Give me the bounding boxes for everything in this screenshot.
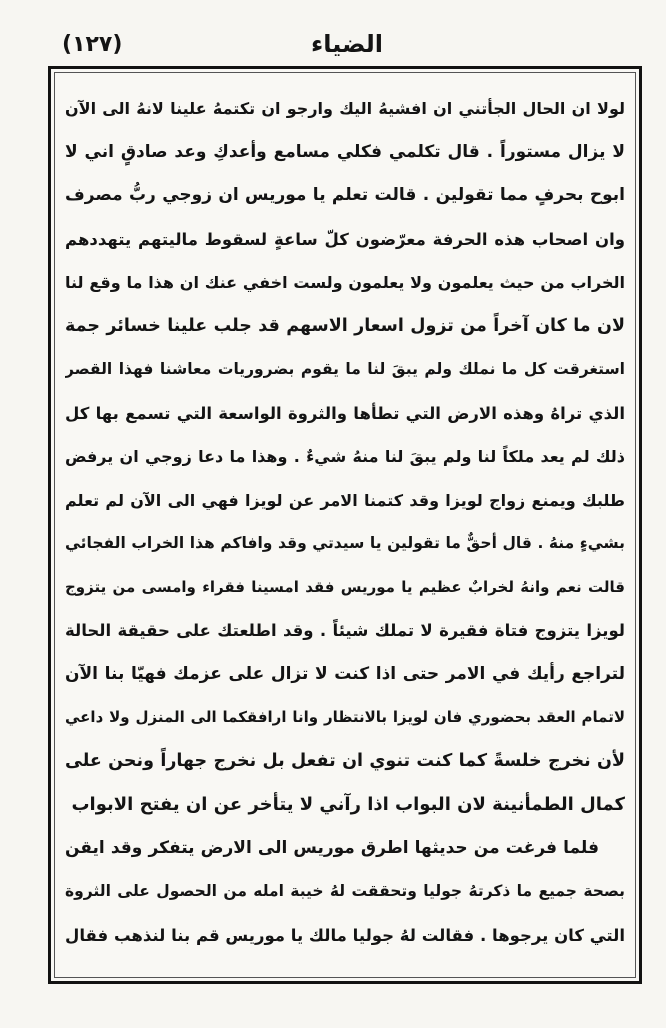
text-line: ابوح بحرفٍ مما تقولين . قالت تعلم يا موريس ان زوجي ربُّ مصرف xyxy=(65,185,625,205)
text-line: لويزا يتزوج فتاة فقيرة لا تملك شيئاً . وقد اطلعتك على حقيقة الحالة xyxy=(65,621,625,640)
running-title: الضياء xyxy=(311,30,383,58)
page-frame xyxy=(48,66,642,984)
text-line: وان اصحاب هذه الحرفة معرّضون كلّ ساعةٍ لسقوط ماليتهم يتهددهم xyxy=(65,229,625,249)
text-line: ذلك لم يعد ملكاً لنا ولم يبقَ لنا منهُ شيءٌ . وهذا ما دعا زوجي ان يرفض xyxy=(65,447,625,466)
text-line: لاتمام العقد بحضوري فان لويزا بالانتظار وانا ارافقكما الى المنزل ولا داعي xyxy=(65,708,625,726)
text-line: قالت نعم وانهُ لخرابٌ عظيم يا موريس فقد امسينا فقراء وامسى من يتزوج xyxy=(65,577,625,596)
page-header xyxy=(52,30,642,66)
page-number: (١٢٧) xyxy=(62,32,123,57)
body-text xyxy=(65,87,625,957)
text-line: الخراب من حيث يعلمون ولا يعلمون ولست اخفي عنك ان هذا ما وقع لنا xyxy=(65,273,625,292)
text-line: لان ما كان آخراً من تزول اسعار الاسهم قد جلب علينا خسائر جمة xyxy=(65,315,625,336)
text-line: لا يزال مستوراً . قال تكلمي فكلي مسامع وأعدكِ وعد صادقٍ اني لا xyxy=(65,141,625,162)
text-line: طلبك ويمنع زواج لويزا وقد كتمنا الامر عن لويزا فهي الى الآن لم تعلم xyxy=(65,490,625,510)
text-line: بصحة جميع ما ذكرتهُ جوليا وتحققت لهُ خيبة امله من الحصول على الثروة xyxy=(65,882,625,900)
text-line: فلما فرغت من حديثها اطرق موريس الى الارض يتفكر وقد ايقن xyxy=(65,837,599,858)
text-line: لأن نخرج خلسةً كما كنت تنوي ان تفعل بل نخرج جهاراً ونحن على xyxy=(65,750,625,771)
text-line: كمال الطمأنينة لان البواب اذا رآني لا يتأخر عن ان يفتح الابواب xyxy=(71,794,625,815)
text-line: بشيءٍ منهُ . قال أحقٌّ ما تقولين يا سيدتي وقد وافاكم هذا الخراب الفجائي xyxy=(65,534,625,552)
text-line: استغرقت كل ما نملك ولم يبقَ لنا ما يقوم بضروريات معاشنا فهذا القصر xyxy=(65,360,625,378)
text-line: لولا ان الحال الجأتني ان افشيهُ اليك وارجو ان تكتمهُ علينا لانهُ الى الآن xyxy=(65,99,625,118)
text-line: لتراجع رأيك في الامر حتى اذا كنت لا تزال على عزمك فهيّا بنا الآن xyxy=(65,663,625,684)
text-line: الذي تراهُ وهذه الارض التي تطأها والثروة الواسعة التي تسمع بها كل xyxy=(65,403,625,423)
text-line: التي كان يرجوها . فقالت لهُ جوليا مالك يا موريس قم بنا لنذهب فقال xyxy=(65,925,625,945)
